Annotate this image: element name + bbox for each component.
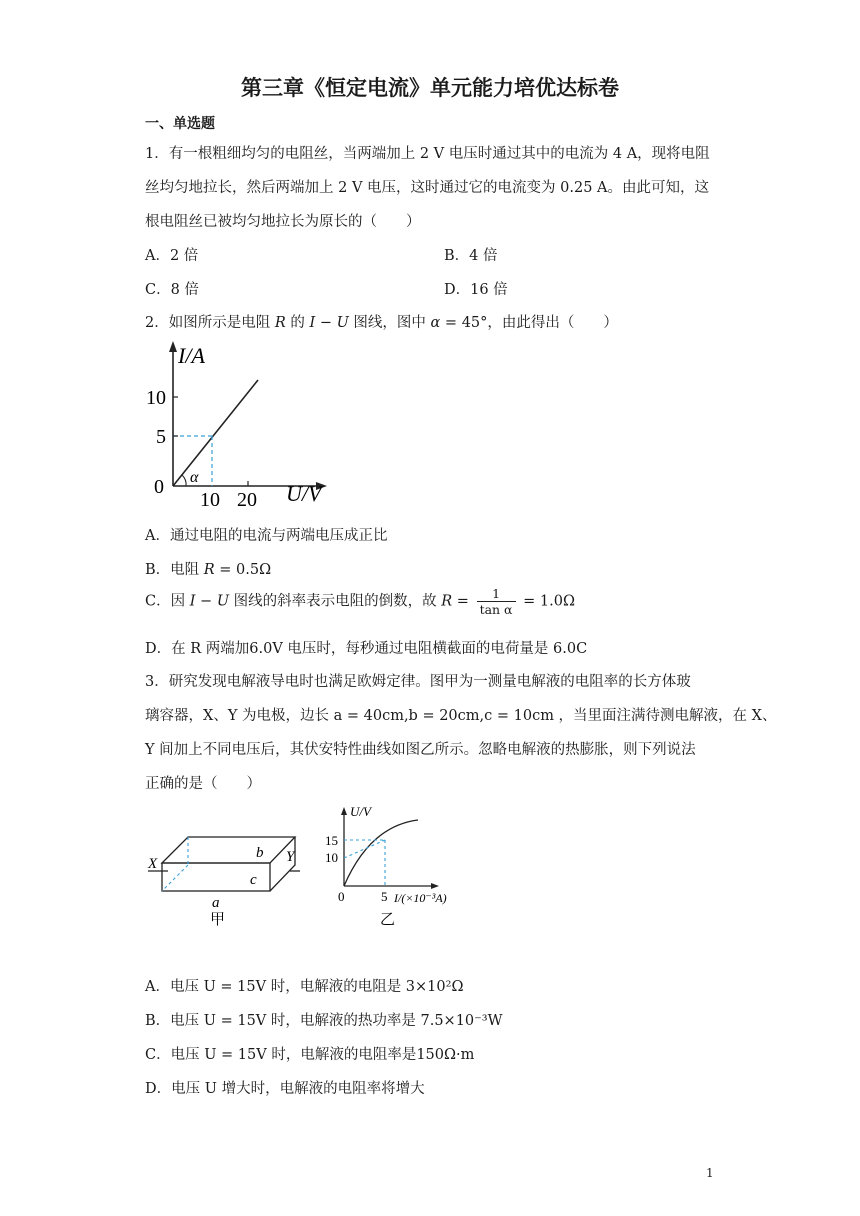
q1-option-a: A．2 倍 <box>145 248 199 264</box>
q3-option-a: A．电压 U = 15V 时，电解液的电阻是 3×10²Ω <box>145 979 464 995</box>
q2-xtick-10: 10 <box>200 489 220 510</box>
q3-line-2: 璃容器，X、Y 为电极，边长 a = 40cm,b = 20cm,c = 10cm ，当里面注满待测电解液，在 X、 <box>145 708 777 724</box>
q1-option-b: B．4 倍 <box>444 248 498 264</box>
q2-fraction: $\frac{1}{\text{tan α}}$ <box>477 586 516 617</box>
q2-ytick-0: 0 <box>154 476 164 498</box>
q3-label-y: Y <box>286 849 295 865</box>
q3-box-top <box>162 837 295 863</box>
q3-line-1: 3．研究发现电解液导电时也满足欧姆定律。图甲为一测量电解液的电阻率的长方体玻 <box>145 674 691 690</box>
q3-figure-jia <box>140 820 310 932</box>
q3-yi-y-label: U/V <box>350 804 371 819</box>
q2-angle-arc <box>182 475 186 486</box>
q3-yi-xtick-0: 0 <box>338 889 345 904</box>
q1-line-1: 1．有一根粗细均匀的电阻丝，当两端加上 2 V 电压时通过其中的电流为 4 A，现将电阻 <box>145 146 710 162</box>
q2-y-arrow-icon <box>169 341 177 352</box>
q1-line-3: 根电阻丝已被均匀地拉长为原长的（ ） <box>145 214 421 230</box>
q3-label-x: X <box>148 856 158 872</box>
q3-option-d: D．电压 U 增大时，电解液的电阻率将增大 <box>145 1081 425 1097</box>
q1-option-d: D．16 倍 <box>444 282 508 298</box>
q3-figure-yi <box>320 798 470 930</box>
q2-option-d: D．在 R 两端加6.0V 电压时，每秒通过电阻横截面的电荷量是 6.0C <box>145 641 588 657</box>
q3-yi-xtick-5: 5 <box>381 889 388 904</box>
section-heading: 一、单选题 <box>145 116 215 132</box>
q3-option-b: B．电压 U = 15V 时，电解液的热功率是 7.5×10⁻³W <box>145 1013 503 1029</box>
q3-line-4: 正确的是（ ） <box>145 776 261 792</box>
page-number: 1 <box>706 1166 714 1180</box>
q1-option-c: C．8 倍 <box>145 282 199 298</box>
q3-label-b: b <box>256 845 264 861</box>
q3-caption-jia: 甲 <box>210 912 226 928</box>
q3-label-a: a <box>212 895 220 911</box>
q3-yi-x-arrow-icon <box>431 883 439 889</box>
page-title: 第三章《恒定电流》单元能力培优达标卷 <box>241 75 619 100</box>
q2-y-label: I/A <box>178 343 205 368</box>
q3-label-c: c <box>250 872 257 888</box>
q1-line-2: 丝均匀地拉长，然后两端加上 2 V 电压，这时通过它的电流变为 0.25 A。由此可知，这 <box>145 180 709 196</box>
q2-ytick-10: 10 <box>146 387 166 409</box>
q2-option-a: A．通过电阻的电流与两端电压成正比 <box>145 528 388 544</box>
q2-ytick-5: 5 <box>156 426 166 448</box>
q2-stem: 2．如图所示是电阻 R 的 I − U 图线，图中 α = 45°，由此得出（ ） <box>145 315 618 331</box>
q3-yi-dash-tangent <box>344 840 385 858</box>
q2-option-b: B．电阻 R = 0.5Ω <box>145 562 272 578</box>
q3-line-3: Y 间加上不同电压后，其伏安特性曲线如图乙所示。忽略电解液的热膨胀，则下列说法 <box>145 742 696 758</box>
q3-yi-y-arrow-icon <box>341 807 347 815</box>
q3-yi-x-label: I/(×10⁻³A) <box>394 891 447 905</box>
q3-hidden-edge-d <box>162 865 188 891</box>
q3-yi-ytick-15: 15 <box>325 833 338 848</box>
q3-yi-ytick-10: 10 <box>325 850 338 865</box>
q2-angle-label: α <box>190 469 199 486</box>
q2-iu-line <box>173 380 258 486</box>
q3-option-c: C．电压 U = 15V 时，电解液的电阻率是150Ω·m <box>145 1047 475 1063</box>
q2-x-label: U/V <box>286 481 322 506</box>
q2-iu-graph <box>140 338 340 510</box>
q2-xtick-20: 20 <box>237 489 257 510</box>
q3-caption-yi: 乙 <box>380 912 396 928</box>
q2-option-c: C．因 I − U 图线的斜率表示电阻的倒数，故 R = $\frac{1}{\text{tan α}}$ = 1.0Ω <box>145 586 575 617</box>
